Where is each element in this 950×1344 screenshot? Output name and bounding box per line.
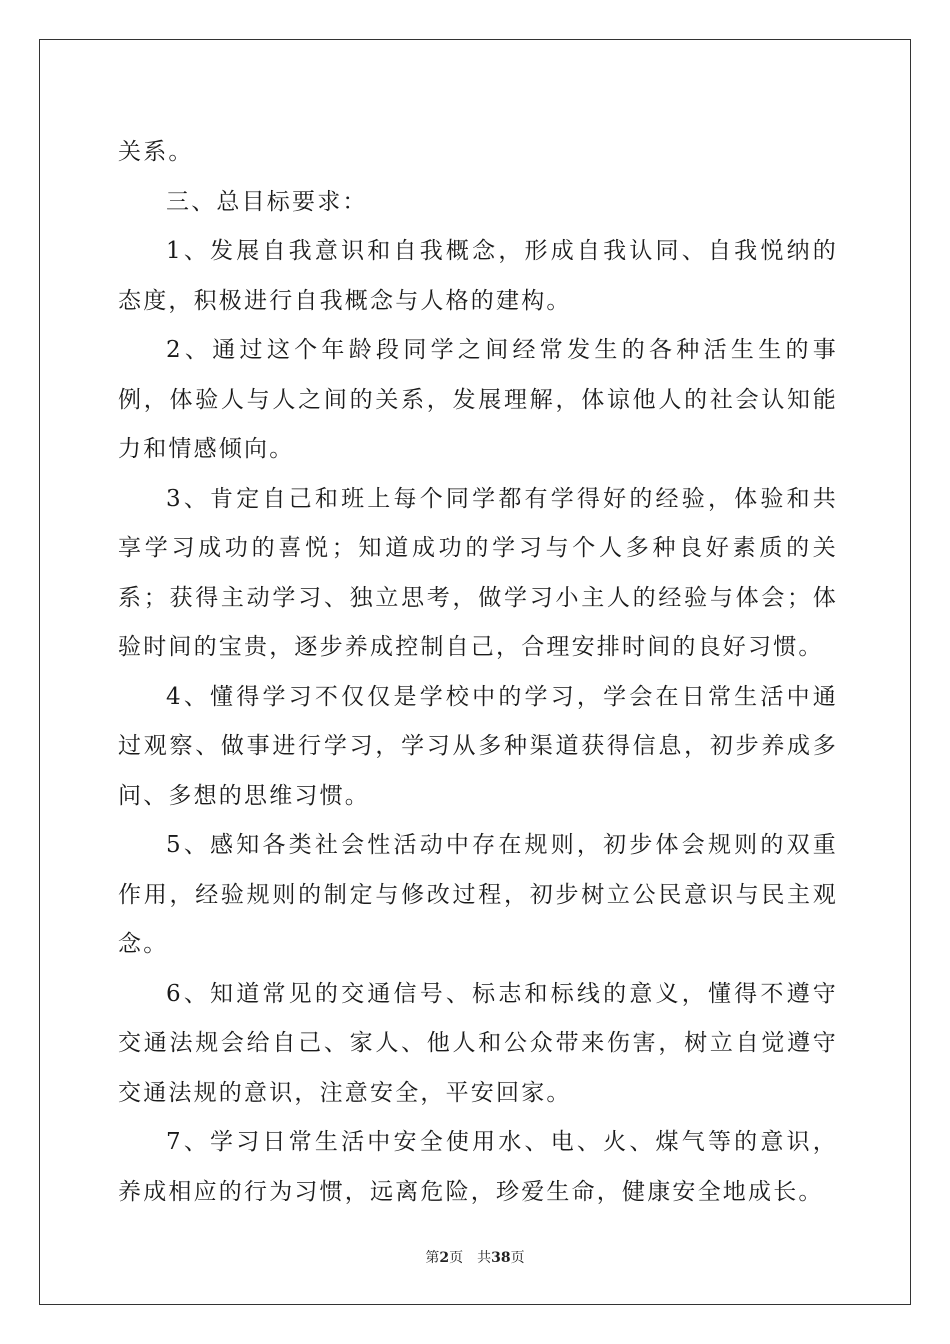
page-number: 2 <box>439 1250 450 1266</box>
document-body <box>118 128 838 1217</box>
page-footer <box>0 1247 950 1267</box>
paragraph: 6、知道常见的交通信号、标志和标线的意义，懂得不遵守交通法规会给自己、家人、他人和公众带来伤害，树立自觉遵守交通法规的意识，注意安全，平安回家。 <box>118 980 838 1106</box>
total-pages: 38 <box>491 1250 511 1266</box>
paragraph: 2、通过这个年龄段同学之间经常发生的各种活生生的事例，体验人与人之间的关系，发展理解，体谅他人的社会认知能力和情感倾向。 <box>118 337 838 462</box>
paragraph: 3、肯定自己和班上每个同学都有学得好的经验，体验和共享学习成功的喜悦；知道成功的学习与个人多种良好素质的关系；获得主动学习、独立思考，做学习小主人的经验与体会；体验时间的宝贵，逐步养成控制自己，合理安排时间的良好习惯。 <box>118 485 838 660</box>
section-heading: 三、总目标要求： <box>166 188 368 215</box>
paragraph: 4、懂得学习不仅仅是学校中的学习，学会在日常生活中通过观察、做事进行学习，学习从多种渠道获得信息，初步养成多问、多想的思维习惯。 <box>118 683 838 809</box>
paragraph: 7、学习日常生活中安全使用水、电、火、煤气等的意识，养成相应的行为习惯，远离危险，珍爱生命，健康安全地成长。 <box>118 1129 838 1205</box>
total-prefix: 共 <box>477 1250 492 1266</box>
page-suffix: 页 <box>449 1250 464 1266</box>
paragraph: 5、感知各类社会性活动中存在规则，初步体会规则的双重作用，经验规则的制定与修改过程，初步树立公民意识与民主观念。 <box>118 832 838 957</box>
paragraph: 1、发展自我意识和自我概念，形成自我认同、自我悦纳的态度，积极进行自我概念与人格的建构。 <box>118 238 838 314</box>
page-prefix: 第 <box>425 1250 440 1266</box>
paragraph: 关系。 <box>118 139 194 165</box>
total-suffix: 页 <box>510 1250 525 1266</box>
